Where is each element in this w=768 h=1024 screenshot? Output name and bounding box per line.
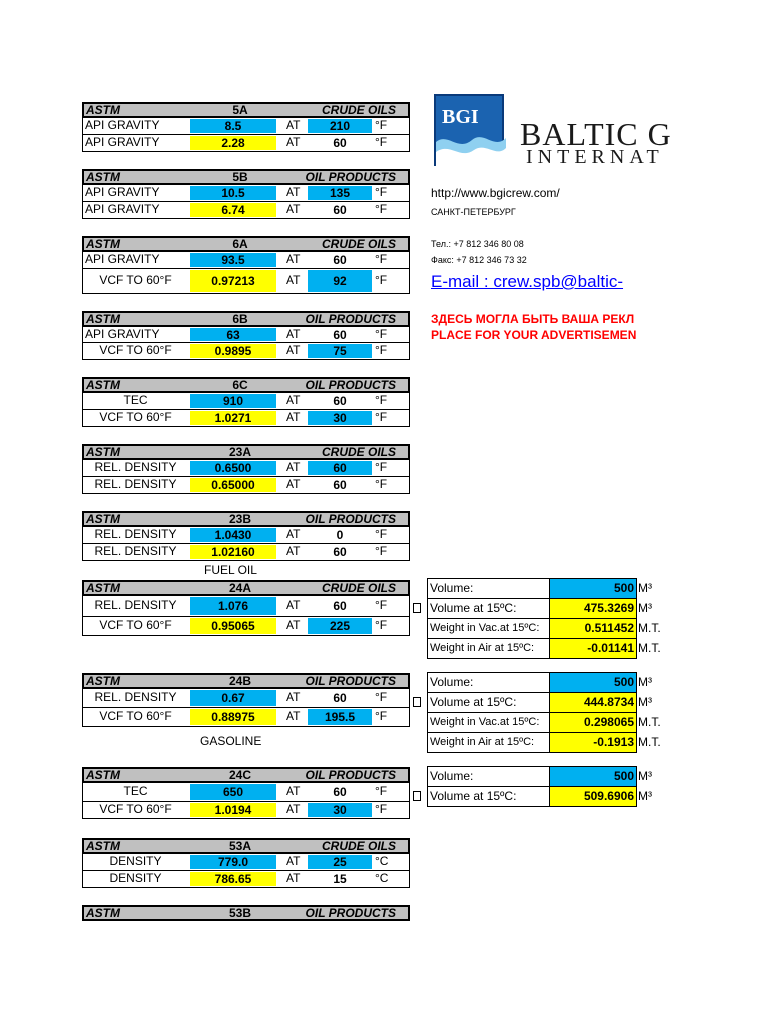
logo-text-line1: BALTIC G (520, 116, 672, 152)
table-row (82, 327, 410, 343)
unit-label: °F (375, 135, 388, 149)
parameter-label: API GRAVITY (85, 118, 160, 132)
volume-label: Volume: (428, 767, 550, 786)
table-row (82, 854, 410, 871)
header-standard: ASTM (86, 103, 120, 117)
ad-text-ru: ЗДЕСЬ МОГЛА БЫТЬ ВАША РЕКЛ (431, 312, 635, 326)
company-logo (434, 94, 672, 170)
volume-label: Weight in Air at 15ºC: (428, 733, 550, 752)
astm-table-24a (82, 580, 410, 636)
volume-label: Weight in Air at 15ºC: (428, 639, 550, 658)
table-row (82, 185, 410, 202)
volume-unit: M³ (638, 789, 652, 803)
header-standard: ASTM (86, 581, 120, 595)
parameter-label: TEC (123, 784, 148, 798)
table-row (82, 118, 410, 135)
parameter-label: REL. DENSITY (94, 527, 177, 541)
temperature-field[interactable]: 60 (333, 478, 347, 492)
input-value-field[interactable]: 0.67 (190, 690, 276, 706)
header-standard: ASTM (86, 674, 120, 688)
at-label: AT (286, 460, 301, 474)
volume-input-field[interactable]: 500 (550, 767, 636, 786)
bgi-logo-icon: BGI (434, 94, 504, 166)
ad-text-en: PLACE FOR YOUR ADVERTISEMEN (431, 328, 637, 342)
table-row (82, 393, 410, 410)
header-product-type: OIL PRODUCTS (305, 512, 396, 526)
volume-unit: M.T. (638, 641, 661, 655)
temperature-field[interactable]: 210 (308, 119, 372, 133)
volume-row (428, 639, 636, 658)
at-label: AT (286, 802, 301, 816)
volume-label: Volume at 15ºC: (428, 787, 550, 806)
header-table-code: 6B (232, 312, 248, 326)
at-label: AT (286, 135, 301, 149)
parameter-label: API GRAVITY (85, 252, 160, 266)
temperature-field[interactable]: 30 (308, 803, 372, 817)
at-label: AT (286, 854, 301, 868)
volume-result: -0.1913 (550, 733, 636, 752)
header-table-code: 23B (228, 512, 251, 526)
table-header (82, 673, 410, 689)
table-header (82, 511, 410, 527)
at-label: AT (286, 709, 301, 723)
volume-row (428, 713, 636, 733)
logo-text-line2: INTERNAT (526, 146, 664, 168)
input-value-field[interactable]: 779.0 (190, 855, 276, 869)
volume-unit: M³ (638, 695, 652, 709)
unit-label: °F (375, 690, 388, 704)
temperature-field[interactable]: 60 (333, 328, 347, 342)
temperature-field[interactable]: 60 (333, 253, 347, 267)
parameter-label: VCF TO 60°F (99, 273, 172, 287)
parameter-label: VCF TO 60°F (99, 802, 172, 816)
table-row (82, 460, 410, 477)
volume-table (427, 766, 637, 807)
at-label: AT (286, 252, 301, 266)
website-link[interactable]: http://www.bgicrew.com/ (431, 186, 560, 200)
unit-label: °F (375, 118, 388, 132)
table-row (82, 135, 410, 152)
at-label: AT (286, 871, 301, 885)
table-row (82, 708, 410, 727)
input-value-field[interactable]: 8.5 (190, 119, 276, 133)
link-checkbox-icon (413, 603, 421, 613)
unit-label: °F (375, 273, 388, 287)
fax-text: Факс: +7 812 346 73 32 (431, 255, 527, 265)
header-table-code: 5B (232, 170, 248, 184)
table-row (82, 783, 410, 802)
volume-unit: M³ (638, 675, 652, 689)
temperature-field[interactable]: 195.5 (308, 709, 372, 725)
unit-label: °F (375, 202, 388, 216)
header-table-code: 24A (228, 581, 251, 595)
temperature-field[interactable]: 25 (308, 855, 372, 869)
parameter-label: VCF TO 60°F (99, 343, 172, 357)
parameter-label: API GRAVITY (85, 185, 160, 199)
table-header (82, 311, 410, 327)
volume-label: Volume: (428, 579, 550, 598)
header-table-code: 6A (232, 237, 248, 251)
email-link[interactable]: E-mail : crew.spb@baltic- (431, 272, 624, 291)
at-label: AT (286, 598, 301, 612)
unit-label: °F (375, 477, 388, 491)
at-label: AT (286, 527, 301, 541)
table-row (82, 544, 410, 561)
unit-label: °F (375, 460, 388, 474)
temperature-field[interactable]: 60 (333, 545, 347, 559)
volume-row (428, 733, 636, 752)
volume-label: Volume: (428, 673, 550, 692)
parameter-label: VCF TO 60°F (99, 709, 172, 723)
phone-text: Тел.: +7 812 346 80 08 (431, 239, 524, 249)
volume-result: 444.8734 (550, 693, 636, 712)
table-row (82, 343, 410, 360)
temperature-field[interactable]: 60 (333, 394, 347, 408)
parameter-label: DENSITY (109, 854, 162, 868)
volume-result: -0.01141 (550, 639, 636, 658)
table-row (82, 689, 410, 708)
table-row (82, 477, 410, 494)
at-label: AT (286, 477, 301, 491)
header-table-code: 24B (228, 674, 251, 688)
volume-input-field[interactable]: 500 (550, 673, 636, 692)
temperature-field[interactable]: 15 (333, 872, 347, 886)
temperature-field[interactable]: 135 (308, 186, 372, 200)
input-value-field[interactable]: 910 (190, 394, 276, 408)
astm-table-5b (82, 169, 410, 219)
link-checkbox-icon (413, 791, 421, 801)
header-table-code: 5A (232, 103, 248, 117)
table-header (82, 767, 410, 783)
astm-table-5a (82, 102, 410, 152)
at-label: AT (286, 393, 301, 407)
volume-row (428, 787, 636, 806)
result-value: 0.97213 (190, 270, 276, 292)
unit-label: °F (375, 393, 388, 407)
input-value-field[interactable]: 0.6500 (190, 461, 276, 475)
volume-row (428, 693, 636, 713)
at-label: AT (286, 410, 301, 424)
result-value: 0.9895 (190, 344, 276, 358)
gasoline-note: GASOLINE (200, 734, 262, 748)
volume-row (428, 619, 636, 639)
header-standard: ASTM (86, 512, 120, 526)
unit-label: °C (375, 871, 389, 885)
table-row (82, 202, 410, 219)
volume-row (428, 673, 636, 693)
volume-unit: M.T. (638, 621, 661, 635)
result-value: 2.28 (190, 136, 276, 150)
result-value: 0.65000 (190, 478, 276, 492)
fuel-oil-note: FUEL OIL (204, 563, 257, 577)
unit-label: °F (375, 709, 388, 723)
table-row (82, 802, 410, 819)
volume-unit: M³ (638, 601, 652, 615)
unit-label: °F (375, 618, 388, 632)
input-value-field[interactable]: 63 (190, 328, 276, 341)
volume-result: 509.6906 (550, 787, 636, 806)
table-row (82, 617, 410, 636)
header-standard: ASTM (86, 906, 120, 920)
temperature-field[interactable]: 60 (333, 785, 347, 799)
at-label: AT (286, 618, 301, 632)
volume-label: Volume at 15ºC: (428, 599, 550, 618)
at-label: AT (286, 185, 301, 199)
header-product-type: CRUDE OILS (321, 103, 396, 117)
unit-label: °F (375, 802, 388, 816)
volume-unit: M³ (638, 581, 652, 595)
unit-label: °F (375, 527, 388, 541)
header-standard: ASTM (86, 378, 120, 392)
input-value-field[interactable]: 10.5 (190, 186, 276, 200)
parameter-label: REL. DENSITY (94, 544, 177, 558)
parameter-label: VCF TO 60°F (99, 410, 172, 424)
table-row (82, 269, 410, 294)
header-product-type: OIL PRODUCTS (305, 170, 396, 184)
volume-input-field[interactable]: 500 (550, 579, 636, 598)
input-value-field[interactable]: 1.0430 (190, 528, 276, 542)
input-value-field[interactable]: 1.076 (190, 597, 276, 615)
unit-label: °F (375, 544, 388, 558)
header-product-type: CRUDE OILS (321, 445, 396, 459)
table-header (82, 838, 410, 854)
unit-label: °F (375, 410, 388, 424)
volume-unit: M.T. (638, 735, 661, 749)
unit-label: °F (375, 343, 388, 357)
astm-table-23b (82, 511, 410, 561)
parameter-label: API GRAVITY (85, 202, 160, 216)
header-product-type: OIL PRODUCTS (305, 674, 396, 688)
volume-unit: M.T. (638, 715, 661, 729)
astm-table-53a (82, 838, 410, 888)
astm-table-6b (82, 311, 410, 360)
temperature-field[interactable]: 30 (308, 411, 372, 425)
header-standard: ASTM (86, 237, 120, 251)
table-header (82, 236, 410, 252)
header-table-code: 53A (228, 839, 251, 853)
header-table-code: 6C (232, 378, 248, 392)
header-standard: ASTM (86, 445, 120, 459)
result-value: 0.88975 (190, 709, 276, 725)
temperature-field[interactable]: 60 (333, 203, 347, 217)
volume-label: Volume at 15ºC: (428, 693, 550, 712)
at-label: AT (286, 343, 301, 357)
parameter-label: REL. DENSITY (94, 477, 177, 491)
header-table-code: 24C (228, 768, 251, 782)
at-label: AT (286, 544, 301, 558)
parameter-label: REL. DENSITY (94, 690, 177, 704)
temperature-field[interactable]: 60 (333, 599, 347, 613)
parameter-label: REL. DENSITY (94, 460, 177, 474)
unit-label: °F (375, 784, 388, 798)
result-value: 1.0194 (190, 803, 276, 817)
header-product-type: CRUDE OILS (321, 581, 396, 595)
result-value: 786.65 (190, 872, 276, 886)
volume-row (428, 579, 636, 599)
volume-result: 0.298065 (550, 713, 636, 732)
city-text: САНКТ-ПЕТЕРБУРГ (431, 207, 516, 217)
parameter-label: DENSITY (109, 871, 162, 885)
result-value: 0.95065 (190, 618, 276, 634)
temperature-field[interactable]: 92 (308, 270, 372, 292)
at-label: AT (286, 202, 301, 216)
volume-table (427, 578, 637, 659)
astm-table-24c (82, 767, 410, 819)
unit-label: °F (375, 185, 388, 199)
header-product-type: OIL PRODUCTS (305, 378, 396, 392)
parameter-label: VCF TO 60°F (99, 618, 172, 632)
temperature-field[interactable]: 60 (333, 136, 347, 150)
at-label: AT (286, 118, 301, 132)
table-row (82, 596, 410, 617)
table-row (82, 252, 410, 269)
unit-label: °F (375, 252, 388, 266)
header-standard: ASTM (86, 768, 120, 782)
astm-table-6a (82, 236, 410, 294)
header-product-type: OIL PRODUCTS (305, 906, 396, 920)
astm-table-53b (82, 905, 410, 921)
table-header (82, 102, 410, 118)
header-standard: ASTM (86, 839, 120, 853)
table-header (82, 905, 410, 921)
header-standard: ASTM (86, 312, 120, 326)
table-header (82, 169, 410, 185)
parameter-label: REL. DENSITY (94, 598, 177, 612)
header-table-code: 23A (228, 445, 251, 459)
header-product-type: CRUDE OILS (321, 839, 396, 853)
table-header (82, 377, 410, 393)
at-label: AT (286, 273, 301, 287)
unit-label: °C (375, 854, 389, 868)
input-value-field[interactable]: 93.5 (190, 253, 276, 267)
volume-table (427, 672, 637, 753)
header-product-type: OIL PRODUCTS (305, 768, 396, 782)
header-table-code: 53B (228, 906, 251, 920)
parameter-label: TEC (123, 393, 148, 407)
astm-table-6c (82, 377, 410, 427)
volume-result: 475.3269 (550, 599, 636, 618)
at-label: AT (286, 690, 301, 704)
link-checkbox-icon (413, 697, 421, 707)
table-header (82, 580, 410, 596)
parameter-label: API GRAVITY (85, 327, 160, 341)
header-product-type: CRUDE OILS (321, 237, 396, 251)
temperature-field[interactable]: 60 (333, 691, 347, 705)
volume-row (428, 767, 636, 787)
table-header (82, 444, 410, 460)
astm-table-24b (82, 673, 410, 727)
volume-label: Weight in Vac.at 15ºC: (428, 619, 550, 638)
at-label: AT (286, 784, 301, 798)
temperature-field[interactable]: 225 (308, 618, 372, 634)
unit-label: °F (375, 327, 388, 341)
temperature-field[interactable]: 0 (336, 528, 344, 542)
header-standard: ASTM (86, 170, 120, 184)
unit-label: °F (375, 598, 388, 612)
table-row (82, 527, 410, 544)
parameter-label: API GRAVITY (85, 135, 160, 149)
astm-table-23a (82, 444, 410, 494)
temperature-field[interactable]: 60 (308, 461, 372, 475)
temperature-field[interactable]: 75 (308, 344, 372, 358)
volume-result: 0.511452 (550, 619, 636, 638)
table-row (82, 871, 410, 888)
input-value-field[interactable]: 650 (190, 784, 276, 800)
volume-label: Weight in Vac.at 15ºC: (428, 713, 550, 732)
result-value: 6.74 (190, 203, 276, 217)
volume-unit: M³ (638, 769, 652, 783)
result-value: 1.02160 (190, 545, 276, 559)
table-row (82, 410, 410, 427)
header-product-type: OIL PRODUCTS (305, 312, 396, 326)
result-value: 1.0271 (190, 411, 276, 425)
at-label: AT (286, 327, 301, 341)
volume-row (428, 599, 636, 619)
